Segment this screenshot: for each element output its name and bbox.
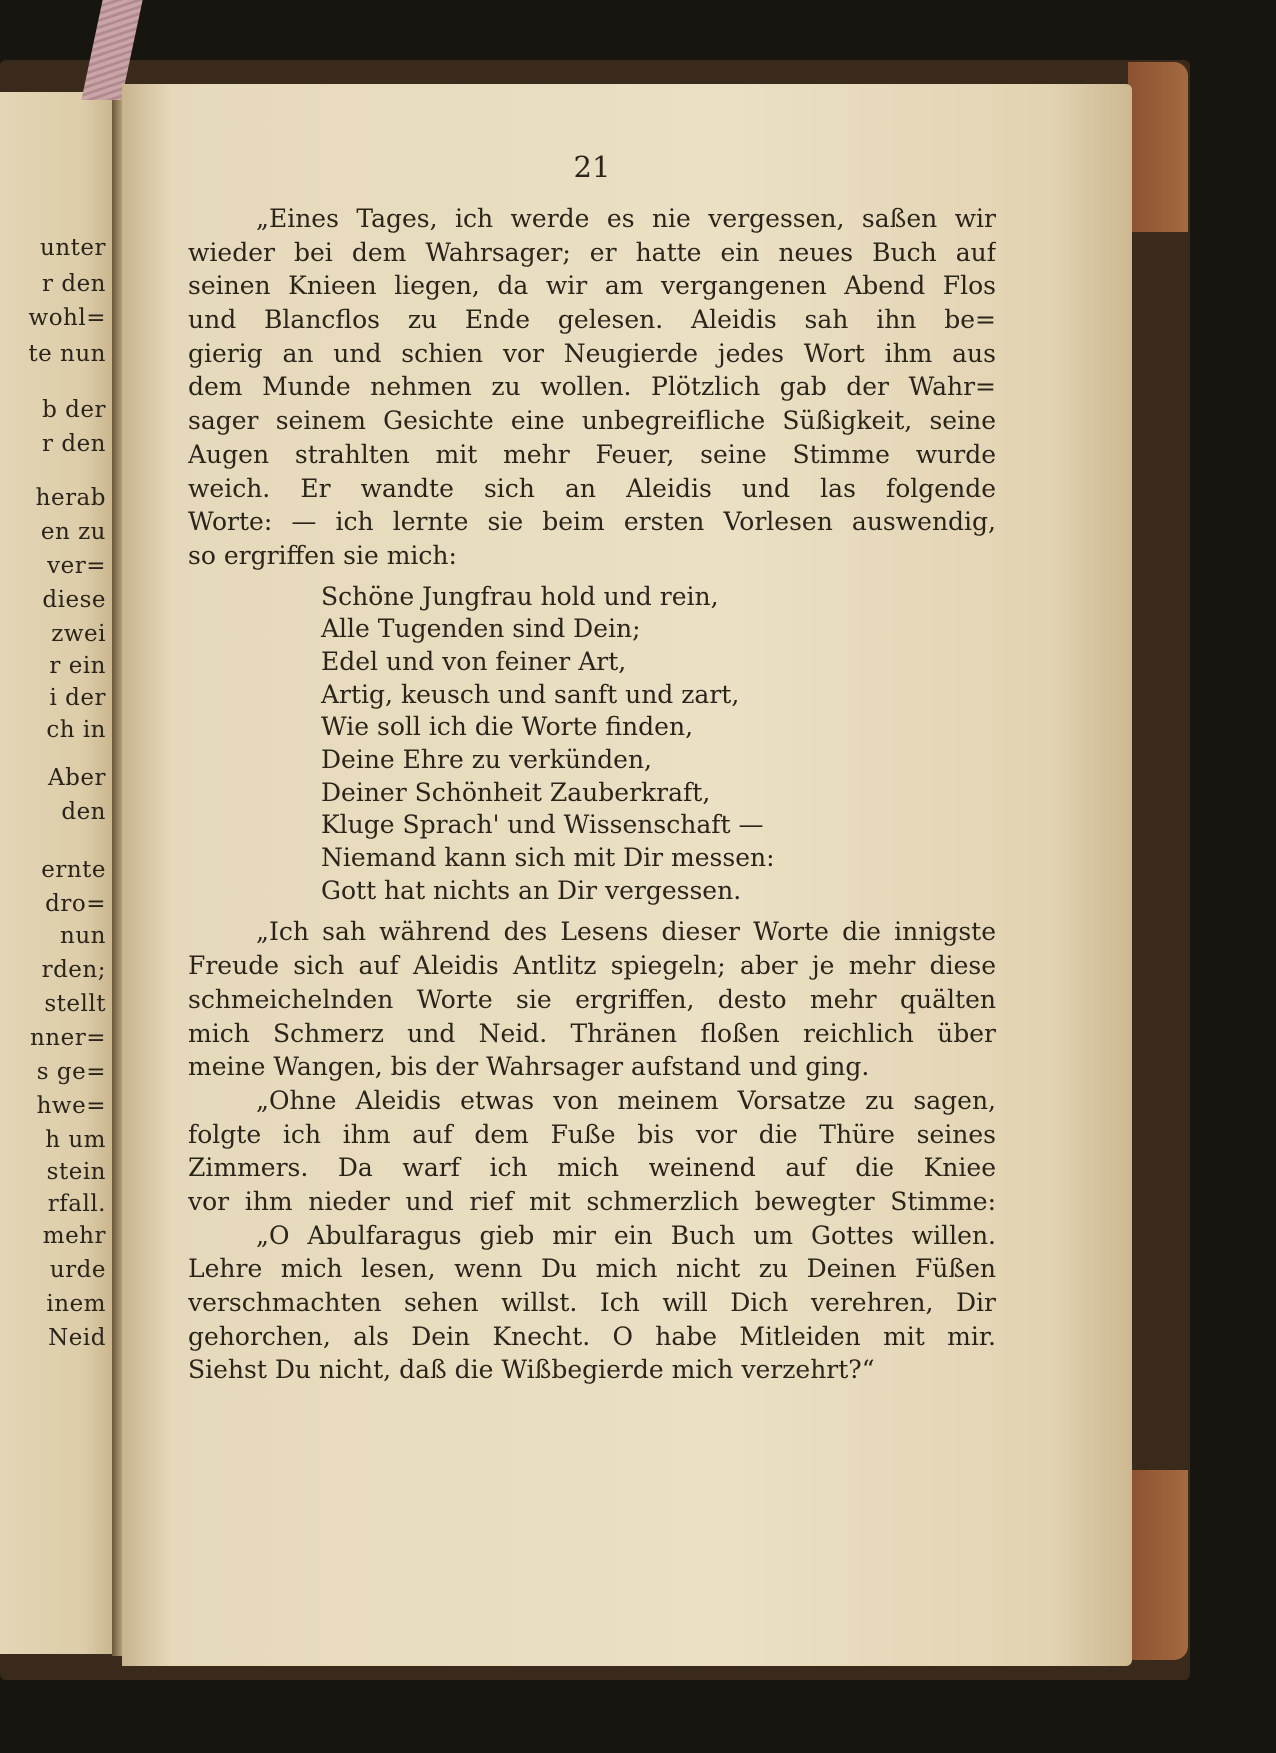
- left-page-line: s ge=: [36, 1059, 106, 1085]
- left-page-line: ernte: [41, 857, 106, 883]
- left-page-line: diese: [42, 587, 106, 613]
- poem-line: Alle Tugenden sind Dein;: [321, 614, 641, 644]
- text-line: seinen Knieen liegen, da wir am vergangenen Abend Flos: [188, 271, 996, 301]
- text-line: wieder bei dem Wahrsager; er hatte ein neues Buch auf: [188, 237, 996, 267]
- left-page-line: Neid: [48, 1325, 106, 1351]
- left-page-line: den: [61, 799, 106, 825]
- text-line: Lehre mich lesen, wenn Du mich nicht zu Deinen Füßen: [188, 1254, 996, 1284]
- left-page-line: herab: [35, 485, 106, 511]
- text-line: dem Munde nehmen zu wollen. Plötzlich gab der Wahr=: [188, 372, 996, 402]
- text-line: mich Schmerz und Neid. Thränen floßen reichlich über: [188, 1018, 996, 1048]
- page-number: 21: [573, 150, 611, 184]
- text-line: Siehst Du nicht, daß die Wißbegierde mich verzehrt?“: [188, 1355, 875, 1385]
- paragraph-1: [188, 202, 996, 573]
- left-page-line: r den: [42, 431, 106, 457]
- text-line: vor ihm nieder und rief mit schmerzlich bewegter Stimme:: [188, 1186, 996, 1216]
- text-line: gehorchen, als Dein Knecht. O habe Mitleiden mit mir.: [188, 1321, 996, 1351]
- text-line: weich. Er wandte sich an Aleidis und las folgende: [188, 473, 996, 503]
- text-line: so ergriffen sie mich:: [188, 540, 457, 570]
- text-line: „O Abulfaragus gieb mir ein Buch um Gottes willen.: [256, 1220, 996, 1250]
- text-line: sager seinem Gesichte eine unbegreifliche Süßigkeit, seine: [188, 406, 996, 436]
- left-page-line: inem: [46, 1291, 106, 1317]
- left-page-line: rden;: [41, 957, 106, 983]
- left-page-line: en zu: [40, 519, 106, 545]
- left-page: [0, 92, 118, 1654]
- left-page-line: dro=: [45, 891, 106, 917]
- left-page-line: ch in: [46, 717, 106, 743]
- text-line: „Ich sah während des Lesens dieser Worte die innigste: [256, 917, 996, 947]
- left-page-line: i der: [49, 685, 106, 711]
- poem-line: Wie soll ich die Worte finden,: [321, 712, 694, 742]
- text-line: „Ohne Aleidis etwas von meinem Vorsatze zu sagen,: [256, 1085, 996, 1115]
- page-text: [188, 150, 996, 1387]
- text-line: Freude sich auf Aleidis Antlitz spiegeln; aber je mehr diese: [188, 951, 996, 981]
- left-page-line: h um: [45, 1127, 106, 1153]
- poem-line: Niemand kann sich mit Dir messen:: [321, 843, 775, 873]
- left-page-line: nun: [60, 923, 106, 949]
- left-page-line: r den: [42, 271, 106, 297]
- poem-line: Deiner Schönheit Zauberkraft,: [321, 777, 711, 807]
- left-page-line: r ein: [49, 653, 106, 679]
- left-page-line: zwei: [51, 621, 106, 647]
- left-page-line: stellt: [44, 991, 106, 1017]
- leather-corner-top: [1128, 62, 1188, 232]
- poem-line: Deine Ehre zu verkünden,: [321, 745, 653, 774]
- left-page-line: te nun: [28, 341, 106, 367]
- text-line: Zimmers. Da warf ich mich weinend auf die Kniee: [188, 1153, 996, 1183]
- left-page-line: wohl=: [28, 305, 106, 331]
- poem-line: Gott hat nichts an Dir vergessen.: [321, 875, 742, 905]
- text-line: Augen strahlten mit mehr Feuer, seine Stimme wurde: [188, 439, 996, 469]
- leather-corner-bottom: [1128, 1470, 1188, 1660]
- paragraph-4: [188, 1219, 996, 1387]
- left-page-line: urde: [49, 1257, 106, 1283]
- left-page-line: rfall.: [47, 1191, 106, 1217]
- left-page-line: ver=: [47, 553, 106, 579]
- text-line: folgte ich ihm auf dem Fuße bis vor die Thüre seines: [188, 1119, 996, 1149]
- left-page-line: unter: [40, 235, 106, 261]
- poem-line: Schöne Jungfrau hold und rein,: [321, 581, 719, 611]
- text-line: gierig an und schien vor Neugierde jedes Wort ihm aus: [188, 338, 996, 368]
- text-line: verschmachten sehen willst. Ich will Dich verehren, Dir: [188, 1288, 996, 1317]
- left-page-line: nner=: [29, 1025, 106, 1051]
- text-line: Worte: — ich lernte sie beim ersten Vorlesen auswendig,: [188, 507, 996, 537]
- left-page-line: b der: [42, 397, 106, 423]
- text-line: meine Wangen, bis der Wahrsager aufstand und ging.: [188, 1052, 870, 1082]
- poem: [321, 581, 996, 908]
- left-page-line: stein: [46, 1159, 106, 1185]
- text-line: schmeichelnden Worte sie ergriffen, desto mehr quälten: [188, 984, 996, 1014]
- left-page-line: hwe=: [36, 1093, 106, 1119]
- paragraph-2: [188, 915, 996, 1083]
- poem-line: Edel und von feiner Art,: [321, 646, 627, 676]
- poem-line: Kluge Sprach' und Wissenschaft —: [321, 810, 764, 840]
- left-page-line: mehr: [42, 1223, 106, 1249]
- poem-line: Artig, keusch und sanft und zart,: [321, 679, 740, 709]
- text-line: „Eines Tages, ich werde es nie vergessen, saßen wir: [256, 204, 996, 233]
- text-line: und Blancflos zu Ende gelesen. Aleidis sah ihn be=: [188, 305, 996, 335]
- left-page-line: Aber: [48, 765, 106, 791]
- paragraph-3: [188, 1084, 996, 1219]
